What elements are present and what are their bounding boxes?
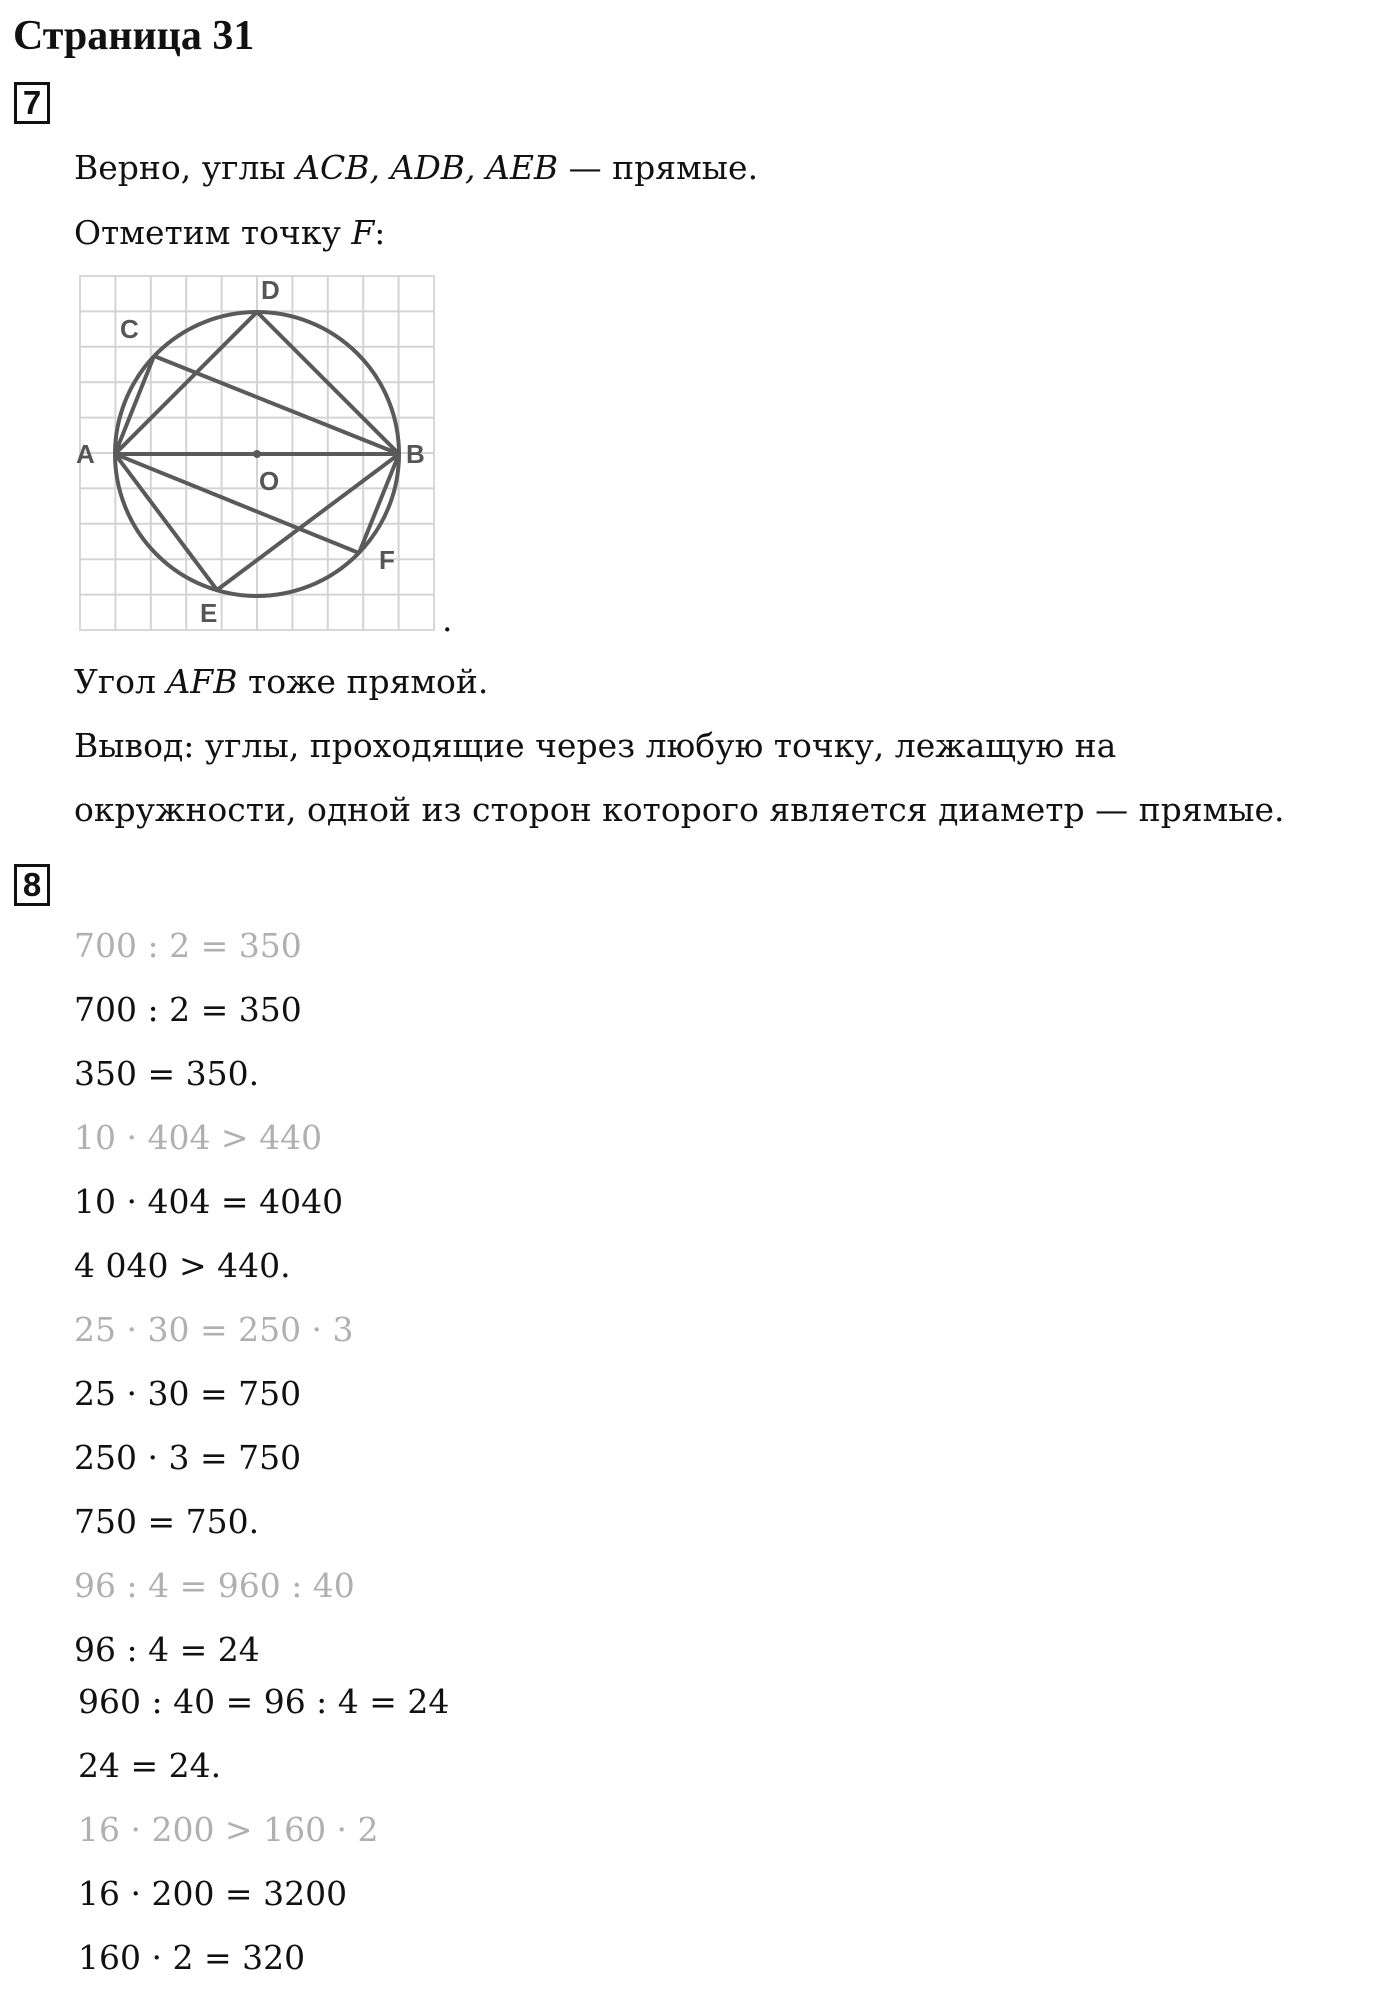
equation-line: 4 040 > 440. — [74, 1246, 291, 1285]
task7-line-2 — [74, 211, 385, 255]
equation-line: 96 : 4 = 960 : 40 — [74, 1566, 355, 1605]
text-segment: : — [374, 213, 386, 252]
math-angle: AFB — [166, 662, 238, 701]
task-number-7: 7 — [14, 82, 50, 124]
page-title: Страница 31 — [13, 13, 255, 59]
task7-line-1 — [74, 146, 758, 190]
label-b: B — [406, 439, 425, 469]
equation-line: 700 : 2 = 350 — [74, 990, 302, 1029]
task7-conclusion-line-2: окружности, одной из сторон которого является диаметр — прямые. — [74, 790, 1285, 829]
text-segment: Угол — [74, 662, 167, 701]
figure-period: . — [442, 600, 453, 639]
center-point — [253, 450, 261, 458]
label-d: D — [261, 275, 280, 305]
equation-line: 25 · 30 = 750 — [74, 1374, 302, 1413]
equation-line: 25 · 30 = 250 · 3 — [74, 1310, 354, 1349]
task7-line-3 — [74, 660, 488, 704]
math-point: F — [351, 213, 375, 252]
label-o: O — [259, 466, 280, 496]
text-segment: Отметим точку — [74, 213, 352, 252]
label-c: C — [120, 314, 139, 344]
equation-line: 750 = 750. — [74, 1502, 260, 1541]
equation-line: 16 · 200 = 3200 — [78, 1874, 348, 1913]
circle-figure — [76, 272, 442, 636]
task-number-8: 8 — [14, 864, 50, 906]
equation-line: 24 = 24. — [78, 1746, 222, 1785]
text-segment: — прямые. — [558, 148, 759, 187]
equation-line: 350 = 350. — [74, 1054, 260, 1093]
equation-line: 250 · 3 = 750 — [74, 1438, 302, 1477]
task7-conclusion-line-1: Вывод: углы, проходящие через любую точку, лежащую на — [74, 726, 1117, 765]
equation-line: 160 · 2 = 320 — [78, 1938, 306, 1977]
equation-line: 960 : 40 = 96 : 4 = 24 — [78, 1682, 450, 1721]
text-segment: Верно, углы — [74, 148, 297, 187]
circle-diagram — [76, 272, 442, 636]
equation-line: 700 : 2 = 350 — [74, 926, 302, 965]
equation-line: 10 · 404 > 440 — [74, 1118, 323, 1157]
math-angles: ACB, ADB, AEB — [296, 148, 559, 187]
text-segment: тоже прямой. — [237, 662, 489, 701]
equation-line: 16 · 200 > 160 · 2 — [78, 1810, 379, 1849]
equation-line: 10 · 404 = 4040 — [74, 1182, 344, 1221]
label-e: E — [200, 598, 218, 628]
label-f: F — [379, 545, 395, 575]
equation-line: 96 : 4 = 24 — [74, 1630, 260, 1669]
label-a: A — [76, 439, 95, 469]
